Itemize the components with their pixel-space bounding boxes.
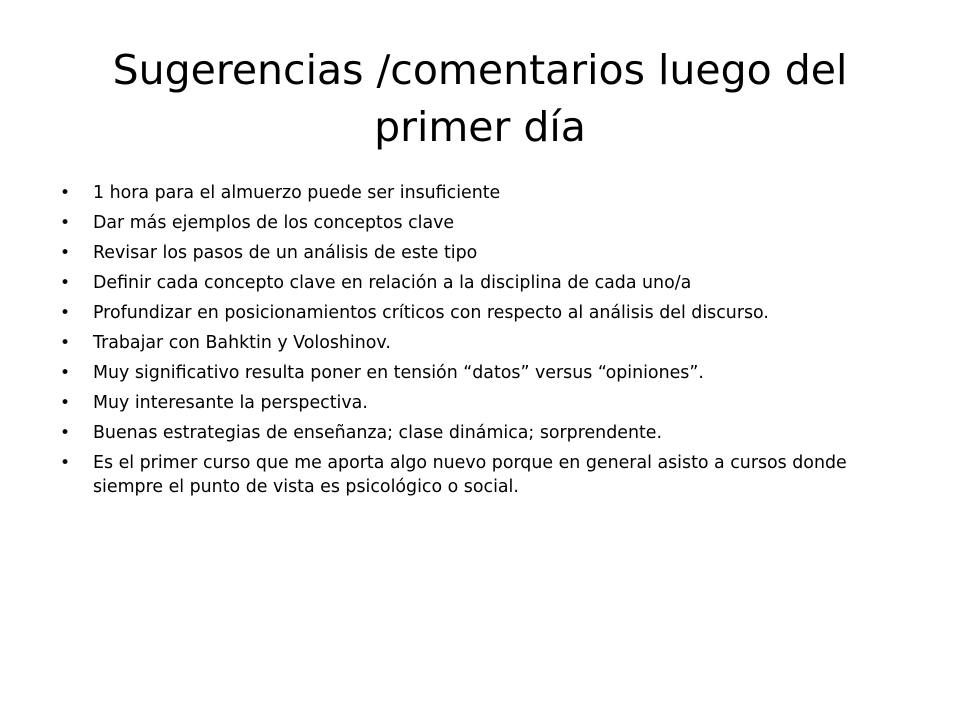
bullet-item	[60, 271, 900, 295]
bullet-item	[60, 181, 900, 205]
bullet-list	[60, 181, 900, 505]
bullet-text: Revisar los pasos de un análisis de este tipo	[93, 243, 478, 263]
bullet-text: Definir cada concepto clave en relación a la disciplina de cada uno/a	[93, 273, 692, 293]
bullet-item	[60, 451, 900, 499]
bullet-text: Muy significativo resulta poner en tensión “datos” versus “opiniones”.	[93, 363, 704, 383]
bullet-text: 1 hora para el almuerzo puede ser insuficiente	[93, 183, 501, 203]
bullet-item	[60, 241, 900, 265]
bullet-text: Buenas estrategias de enseñanza; clase dinámica; sorprendente.	[93, 423, 663, 443]
bullet-text: Es el primer curso que me aporta algo nuevo porque en general asisto a cursos donde siempre el punto de vista es psicológico o social.	[93, 453, 847, 497]
bullet-dot-icon: •	[60, 393, 71, 413]
bullet-dot-icon: •	[60, 333, 71, 353]
bullet-dot-icon: •	[60, 213, 71, 233]
bullet-item	[60, 391, 900, 415]
bullet-dot-icon: •	[60, 303, 71, 323]
bullet-item	[60, 331, 900, 355]
bullet-dot-icon: •	[60, 363, 71, 383]
bullet-dot-icon: •	[60, 183, 71, 203]
bullet-dot-icon: •	[60, 423, 71, 443]
bullet-text: Profundizar en posicionamientos críticos con respecto al análisis del discurso.	[93, 303, 769, 323]
bullet-item	[60, 421, 900, 445]
bullet-item	[60, 211, 900, 235]
bullet-dot-icon: •	[60, 243, 71, 263]
bullet-dot-icon: •	[60, 453, 71, 473]
bullet-item	[60, 361, 900, 385]
bullet-item	[60, 301, 900, 325]
slide-title: Sugerencias /comentarios luego del primer día	[112, 46, 848, 151]
bullet-dot-icon: •	[60, 273, 71, 293]
bullet-text: Trabajar con Bahktin y Voloshinov.	[93, 333, 391, 353]
bullet-text: Dar más ejemplos de los conceptos clave	[93, 213, 455, 233]
bullet-text: Muy interesante la perspectiva.	[93, 393, 368, 413]
